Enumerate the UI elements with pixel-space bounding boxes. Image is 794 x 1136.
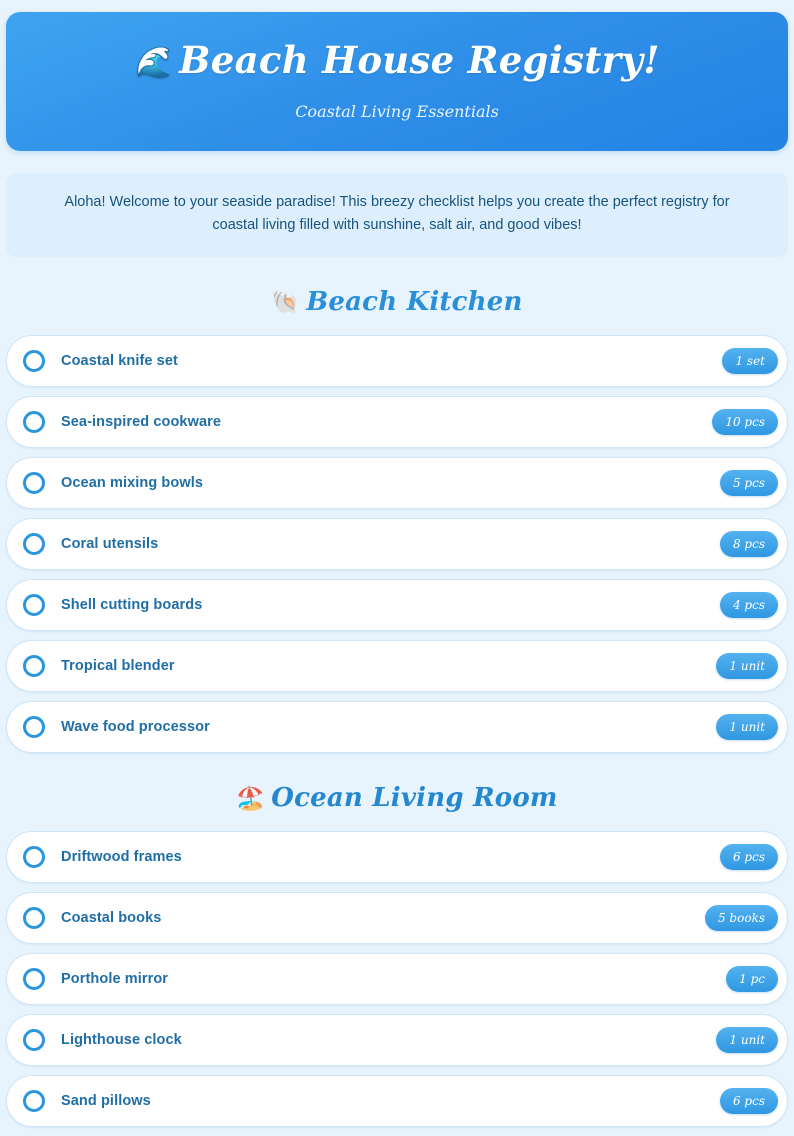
checkbox-circle-icon[interactable] [23,1090,45,1112]
quantity-badge: 6 pcs [720,844,778,870]
wave-icon: 🌊 [134,45,174,82]
quantity-badge: 1 unit [716,653,778,679]
quantity-badge: 5 books [705,905,778,931]
shell-icon: 🐚 [271,289,301,316]
page-title-text: Beach House Registry! [179,38,660,82]
quantity-badge: 1 unit [716,714,778,740]
item-label: Sea-inspired cookware [61,413,222,430]
item-label: Ocean mixing bowls [61,474,203,491]
intro-banner [6,173,788,257]
quantity-badge: 5 pcs [720,470,778,496]
list-item[interactable] [6,396,788,448]
item-label: Driftwood frames [61,848,182,865]
sections-container [6,287,788,1127]
item-label: Coral utensils [61,535,159,552]
item-label: Coastal knife set [61,352,178,369]
quantity-badge: 6 pcs [720,1088,778,1114]
checkbox-circle-icon[interactable] [23,846,45,868]
list-item[interactable] [6,1014,788,1066]
registry-page [0,12,794,1127]
checkbox-circle-icon[interactable] [23,655,45,677]
quantity-badge: 10 pcs [712,409,778,435]
list-item[interactable] [6,953,788,1005]
item-label: Wave food processor [61,718,210,735]
list-item[interactable] [6,892,788,944]
quantity-badge: 1 pc [726,966,778,992]
quantity-badge: 1 unit [716,1027,778,1053]
item-label: Shell cutting boards [61,596,203,613]
list-item[interactable] [6,1075,788,1127]
page-header [6,12,788,151]
page-subtitle: Coastal Living Essentials [295,101,499,121]
list-item[interactable] [6,579,788,631]
section-title-text: Ocean Living Room [271,782,558,813]
section-title-text: Beach Kitchen [306,286,523,317]
beach-umbrella-icon: 🏖️ [236,785,266,812]
checkbox-circle-icon[interactable] [23,716,45,738]
checkbox-circle-icon[interactable] [23,968,45,990]
intro-text: Aloha! Welcome to your seaside paradise! This breezy checklist helps you create the perfect registry for coastal living filled with sunshine, salt air, and good vibes! [64,193,730,233]
item-label: Tropical blender [61,657,175,674]
quantity-badge: 8 pcs [720,531,778,557]
list-item[interactable] [6,831,788,883]
checklist [6,831,788,1127]
section-title [6,287,788,317]
checkbox-circle-icon[interactable] [23,472,45,494]
list-item[interactable] [6,701,788,753]
item-label: Lighthouse clock [61,1031,182,1048]
item-label: Porthole mirror [61,970,169,987]
list-item[interactable] [6,640,788,692]
item-label: Coastal books [61,909,162,926]
list-item[interactable] [6,335,788,387]
checkbox-circle-icon[interactable] [23,350,45,372]
section-title [6,783,788,813]
checkbox-circle-icon[interactable] [23,1029,45,1051]
checkbox-circle-icon[interactable] [23,907,45,929]
quantity-badge: 1 set [722,348,778,374]
list-item[interactable] [6,457,788,509]
checkbox-circle-icon[interactable] [23,594,45,616]
checkbox-circle-icon[interactable] [23,533,45,555]
item-label: Sand pillows [61,1092,151,1109]
page-title [26,40,768,81]
list-item[interactable] [6,518,788,570]
checklist [6,335,788,753]
quantity-badge: 4 pcs [720,592,778,618]
checkbox-circle-icon[interactable] [23,411,45,433]
